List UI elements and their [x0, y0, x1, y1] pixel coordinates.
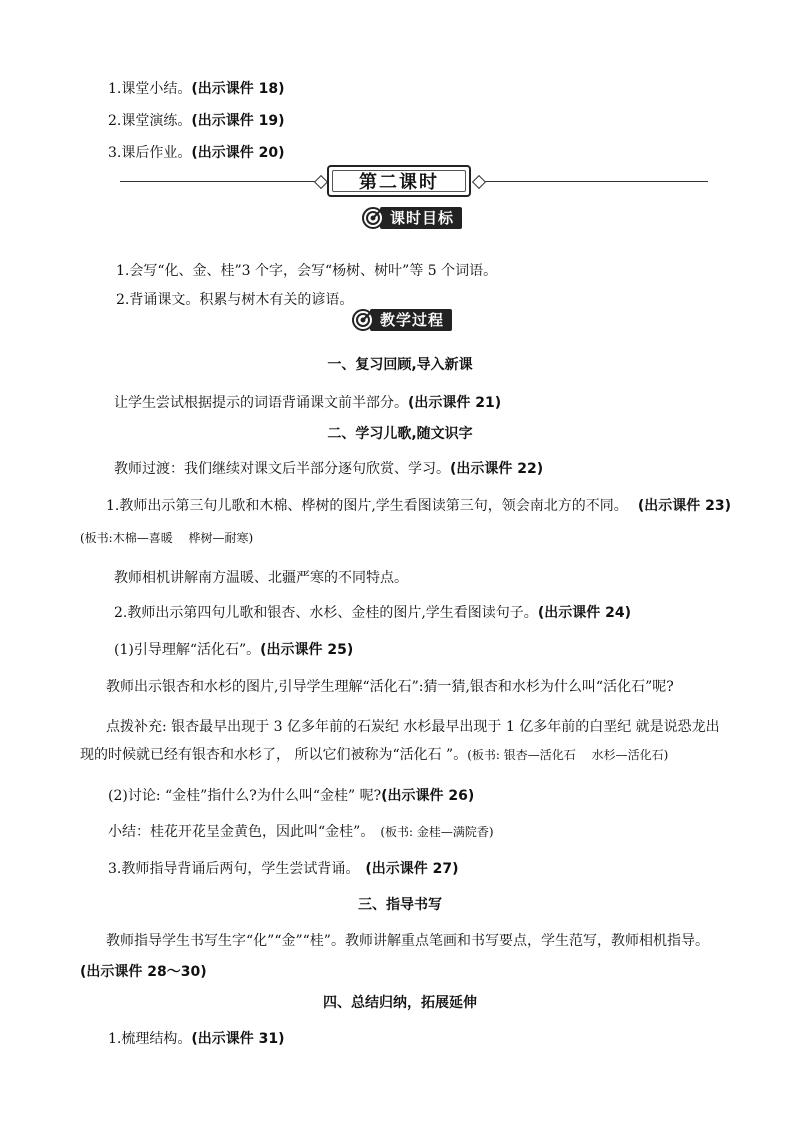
paragraph: 让学生尝试根据提示的词语背诵课文前半部分。(出示课件 21) [114, 395, 502, 411]
paragraph: 1.梳理结构。(出示课件 31) [108, 1031, 285, 1047]
rule-diamond-left [314, 175, 328, 189]
paragraph: (2)讨论: “金桂”指什么?为什么叫“金桂” 呢?(出示课件 26) [108, 788, 475, 804]
goal-badge [362, 206, 462, 230]
header-rule-right [480, 181, 708, 182]
intro-item-text: 1.课堂小结。 [108, 81, 192, 97]
intro-item-2 [108, 112, 285, 130]
courseware-ref: (出示课件 19) [191, 113, 285, 129]
courseware-ref: (出示课件 24) [537, 605, 631, 621]
paragraph: 2.教师出示第四句儿歌和银杏、水杉、金桂的图片,学生看图读句子。(出示课件 24) [114, 605, 631, 621]
paragraph: 教师过渡：我们继续对课文后半部分逐句欣赏、学习。(出示课件 22) [114, 461, 544, 477]
courseware-ref: (出示课件 21) [408, 395, 502, 411]
paragraph: (1)引导理解“活化石”。(出示课件 25) [114, 642, 354, 658]
courseware-ref: (出示课件 23) [637, 498, 731, 514]
process-badge-label: 教学过程 [370, 309, 452, 331]
section-title-3: 三、指导书写 [358, 897, 442, 913]
rule-diamond-right [472, 175, 486, 189]
goal-badge-label: 课时目标 [380, 207, 462, 229]
goal-item-2: 2.背诵课文。积累与树木有关的谚语。 [116, 292, 354, 308]
paragraph: 教师相机讲解南方温暖、北疆严寒的不同特点。 [114, 570, 408, 586]
courseware-ref: (出示课件 22) [450, 461, 544, 477]
paragraph: 教师出示银杏和水杉的图片,引导学生理解“活化石”:猜一猜,银杏和水杉为什么叫“活化石”呢? [106, 679, 674, 695]
paragraph: 1.教师出示第三句儿歌和木棉、桦树的图片,学生看图读第三句，领会南北方的不同。 (出示课件 23) [106, 498, 731, 514]
paragraph: 3.教师指导背诵后两句，学生尝试背诵。 (出示课件 27) [108, 861, 459, 877]
intro-item-text: 2.课堂演练。 [108, 113, 192, 129]
goal-item-1: 1.会写“化、金、桂”3 个字，会写“杨树、树叶”等 5 个词语。 [116, 263, 498, 279]
paragraph: 点拨补充: 银杏最早出现于 3 亿多年前的石炭纪 水杉最早出现于 1 亿多年前的白垩纪 就是说恐龙出 [106, 719, 720, 735]
courseware-ref: (出示课件 26) [381, 788, 475, 804]
courseware-ref: (出示课件 18) [191, 81, 285, 97]
courseware-ref: (出示课件 31) [191, 1031, 285, 1047]
process-badge [352, 308, 452, 332]
target-icon [362, 207, 384, 229]
section-title-1: 一、复习回顾,导入新课 [327, 357, 473, 373]
courseware-ref: (出示课件 27) [365, 861, 459, 877]
header-rule-left [120, 181, 320, 182]
intro-item-text: 3.课后作业。 [108, 145, 192, 161]
target-icon [352, 309, 374, 331]
lesson-title: 第二课时 [359, 172, 439, 193]
board-note: (板书: 金桂—满院香) [380, 825, 494, 839]
paragraph: 教师指导学生书写生字“化”“金”“桂”。教师讲解重点笔画和书写要点，学生范写，教师相机指导。 [106, 933, 709, 949]
board-note: (板书:木棉—喜暖 桦树—耐寒) [80, 531, 254, 545]
courseware-ref: (出示课件 20) [191, 145, 285, 161]
paragraph: 现的时候就已经有银杏和水杉了， 所以它们被称为“活化石 ”。(板书: 银杏—活化石 水杉—活化石) [80, 747, 669, 763]
courseware-ref: (出示课件 25) [260, 642, 354, 658]
lesson-title-box [327, 165, 471, 197]
section-title-4: 四、总结归纳，拓展延伸 [323, 995, 477, 1011]
intro-item-3 [108, 144, 285, 162]
paragraph: 小结：桂花开花呈金黄色，因此叫“金桂”。 (板书: 金桂—满院香) [108, 824, 494, 840]
intro-item-1 [108, 80, 285, 98]
section-title-2: 二、学习儿歌,随文识字 [327, 426, 473, 442]
courseware-ref: (出示课件 28～30) [80, 964, 207, 980]
board-note: (板书: 银杏—活化石 水杉—活化石) [467, 748, 669, 762]
